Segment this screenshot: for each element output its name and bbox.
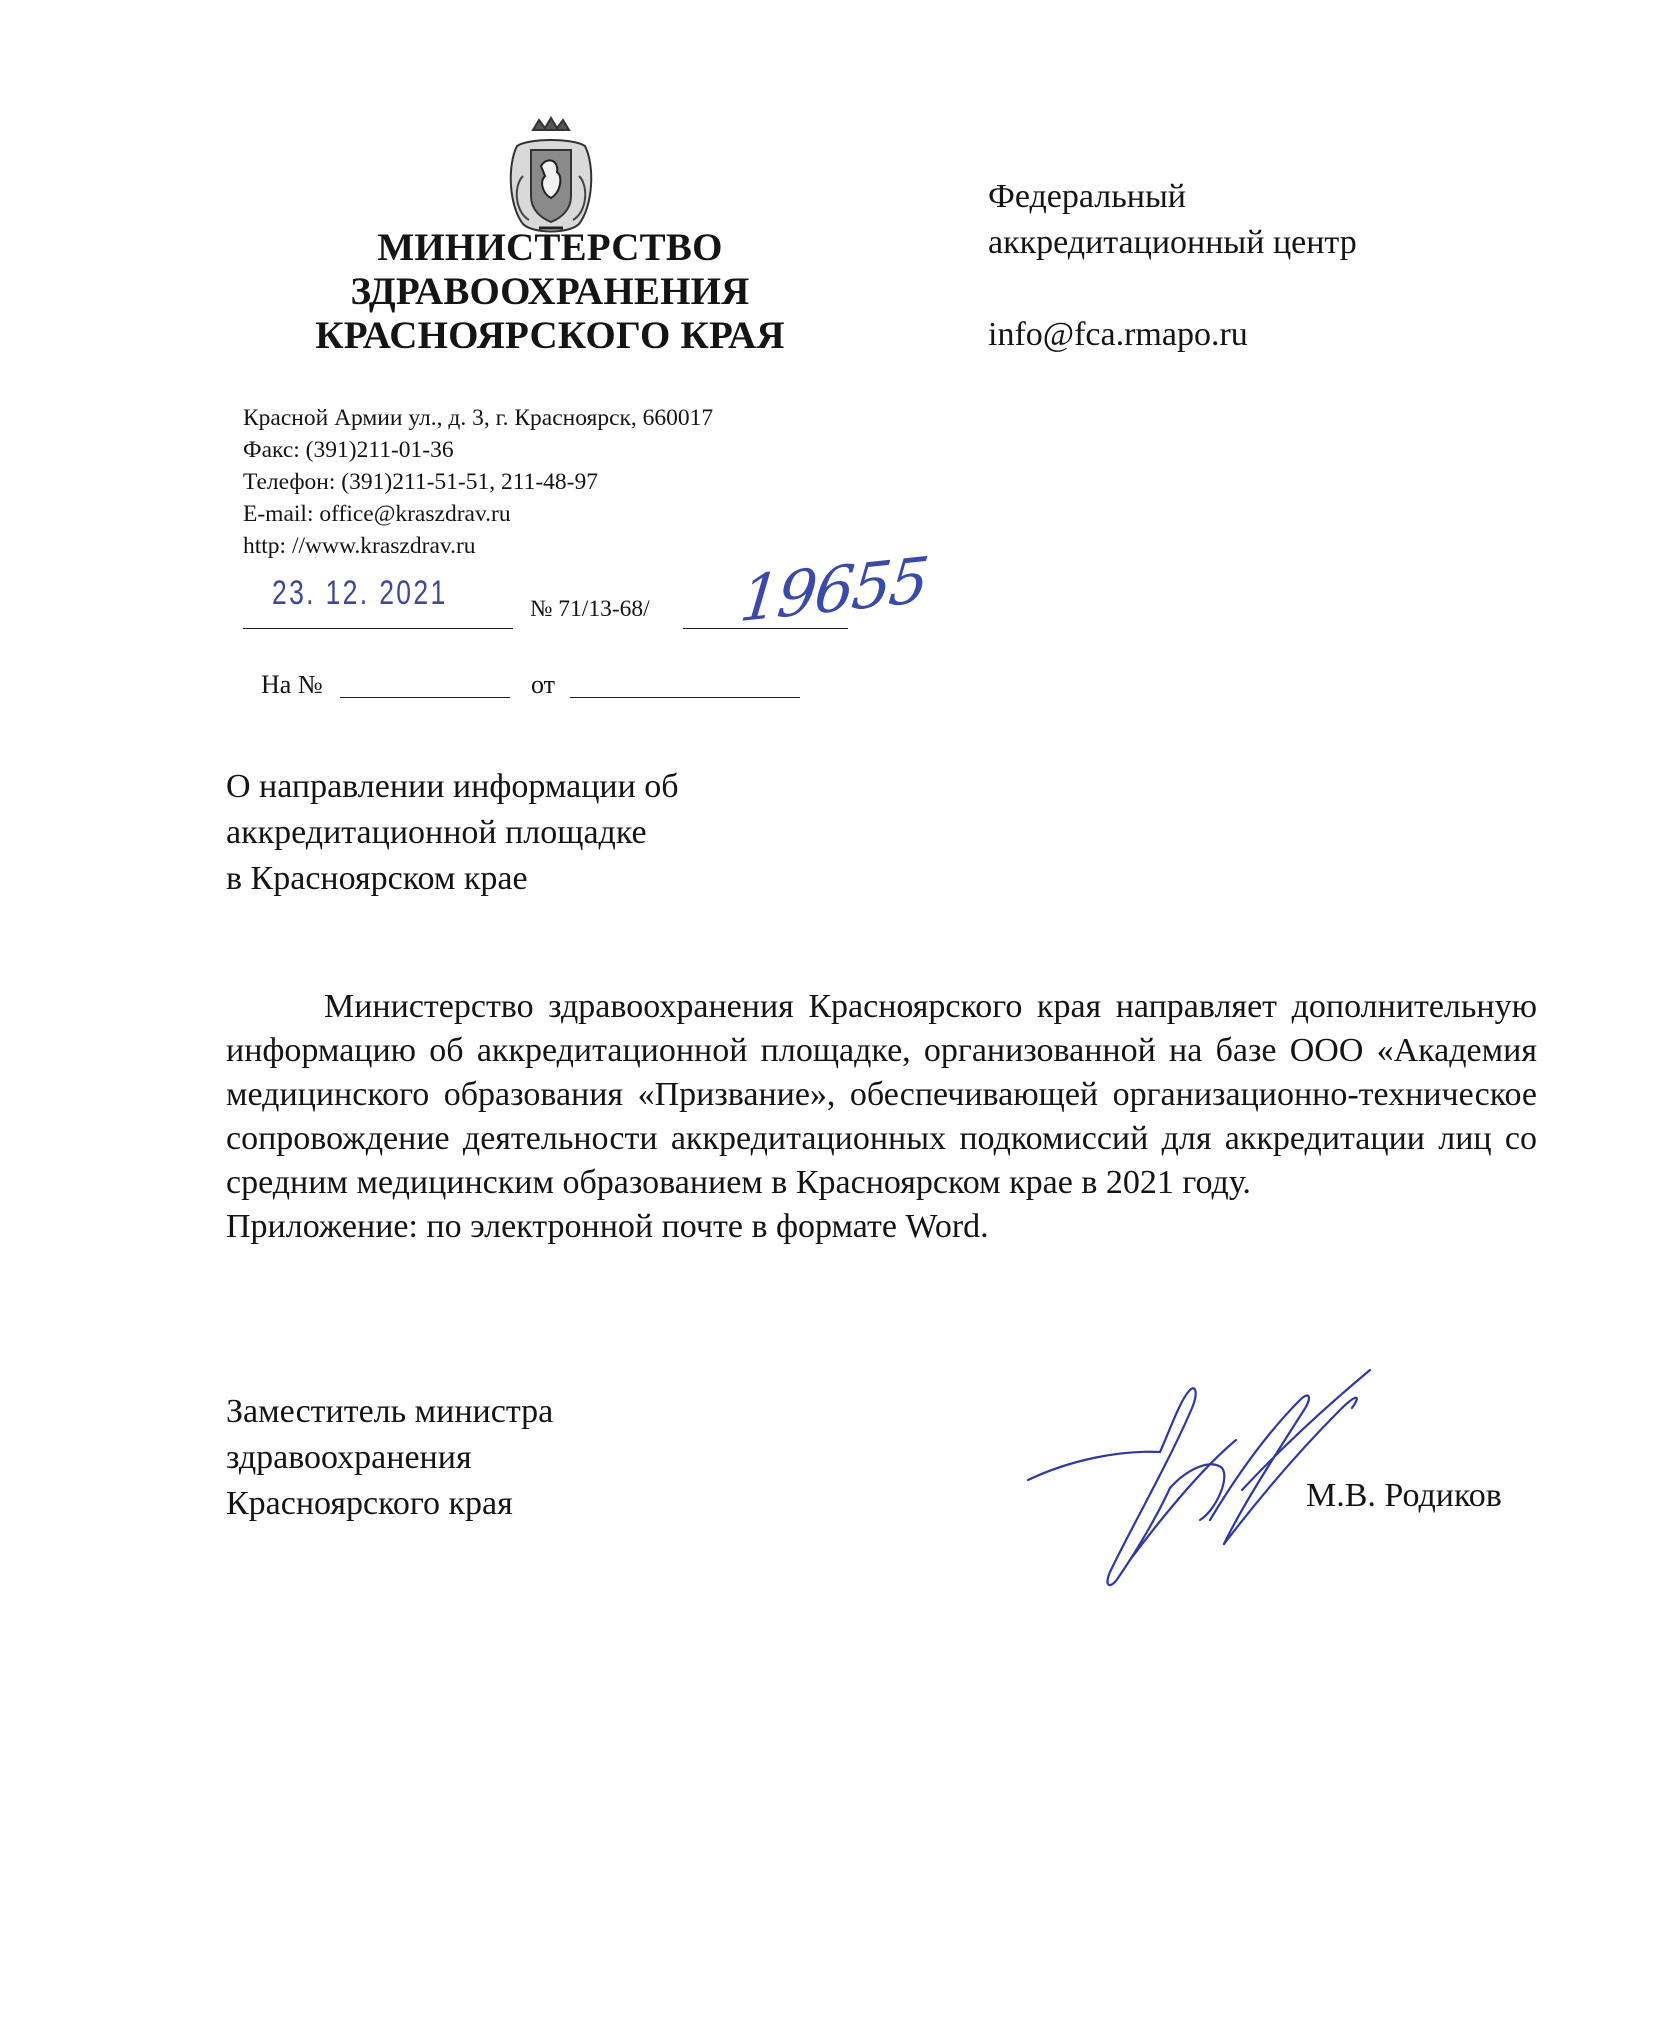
ministry-email: E-mail: office@kraszdrav.ru <box>243 501 511 527</box>
body-paragraph: Министерство здравоохранения Красноярского края направляет дополнительную информацию об аккредитационной площадке, организованной на базе ООО «Академия медицинского образования «Призвание», обеспечивающей организационно-техническое сопровождение деятельности аккредитационных подкомиссий для аккредитации лиц со средним медицинским образованием в Красноярском крае в 2021 году. <box>226 988 1537 1201</box>
letter-subject <box>226 764 679 902</box>
ministry-address: Красной Армии ул., д. 3, г. Красноярск, 660017 <box>243 405 714 431</box>
ministry-phone: Телефон: (391)211-51-51, 211-48-97 <box>243 469 599 495</box>
addressee-block <box>988 174 1357 358</box>
position-line: Красноярского края <box>226 1485 513 1522</box>
subject-line: аккредитационной площадке <box>226 814 647 851</box>
coat-of-arms-icon <box>503 116 599 240</box>
ministry-contacts <box>243 402 713 562</box>
position-line: Заместитель министра <box>226 1393 554 1430</box>
registration-date-stamp: 23. 12. 2021 <box>272 574 448 612</box>
signer-position <box>226 1389 553 1527</box>
registration-number-handwritten: 19655 <box>736 542 931 637</box>
ministry-fax: Факс: (391)211-01-36 <box>243 437 454 463</box>
reference-date-line <box>570 697 800 698</box>
ministry-title-line: ЗДРАВООХРАНЕНИЯ <box>350 270 750 313</box>
ministry-title-line: КРАСНОЯРСКОГО КРАЯ <box>315 314 785 357</box>
letter-body <box>226 985 1537 1249</box>
addressee-line: Федеральный <box>988 178 1186 215</box>
ministry-title-line: МИНИСТЕРСТВО <box>377 226 723 269</box>
subject-line: О направлении информации об <box>226 768 679 805</box>
registration-number-label: № 71/13-68/ <box>530 596 650 622</box>
reference-number-line <box>340 697 510 698</box>
ministry-website: http: //www.kraszdrav.ru <box>243 533 476 559</box>
ministry-title <box>300 226 800 358</box>
reference-number-label: На № <box>261 670 323 699</box>
signer-name: М.В. Родиков <box>1306 1477 1502 1514</box>
position-line: здравоохранения <box>226 1439 472 1476</box>
subject-line: в Красноярском крае <box>226 860 528 897</box>
addressee-email: info@fca.rmapo.ru <box>988 316 1248 353</box>
reference-date-label: от <box>531 670 556 699</box>
addressee-line: аккредитационный центр <box>988 224 1357 261</box>
appendix-note: Приложение: по электронной почте в формате Word. <box>226 1208 989 1245</box>
registration-date-line <box>243 628 513 629</box>
